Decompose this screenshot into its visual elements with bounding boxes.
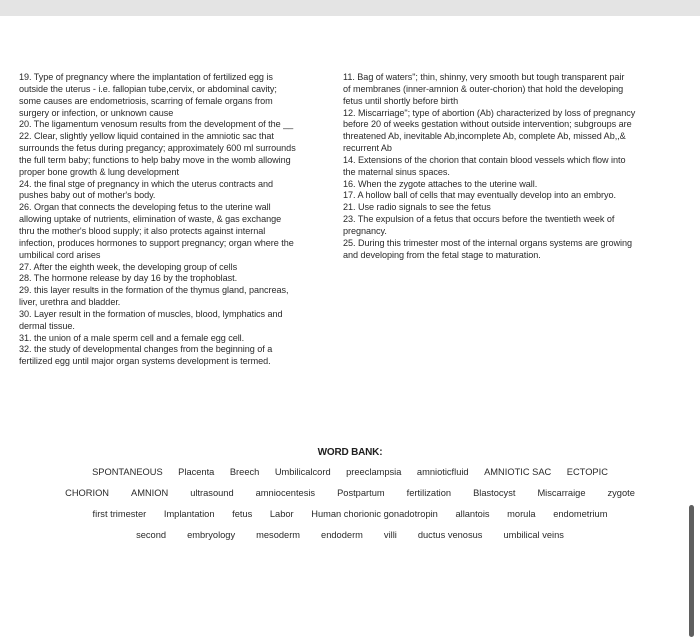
word-bank-term: Umbilicalcord [274,467,331,477]
word-bank-term: allantois [455,509,490,519]
question-text-line: 32. the study of developmental changes from the beginning of a [19,344,273,355]
word-bank-term: ductus venosus [417,530,483,540]
question-text-line: and developing from the fetal stage to maturation. [343,249,541,260]
question-text-line: the full term baby; functions to help baby move in the womb allowing [19,154,291,165]
word-bank-term: AMNION [131,488,169,498]
word-bank-term: umbilical veins [503,530,564,540]
question-text-line: proper bone growth & lung development [19,166,179,177]
question-text-line: 26. Organ that connects the developing fetus to the uterine wall [19,202,271,213]
word-bank-row [0,467,700,477]
word-bank-term: endoderm [321,530,363,540]
word-bank-term: Labor [269,509,294,519]
word-bank-term: Postpartum [337,488,385,498]
question-text-line: of membranes (inner-amnion & outer-chorion) that hold the developing [343,83,624,94]
word-bank-row [0,530,700,540]
question-text-line: umbilical cord arises [19,249,101,260]
question-text-line: pushes baby out of mother's body. [19,190,156,201]
word-bank-term: embryology [187,530,236,540]
word-bank-term: ECTOPIC [566,467,608,477]
question-text-line: infection, produces hormones to support pregnancy; organ where the [19,237,294,248]
question-text-line: outside the uterus - i.e. fallopian tube,cervix, or abdominal cavity; [19,83,277,94]
question-text-line: 28. The hormone release by day 16 by the trophoblast. [19,273,238,284]
word-bank-term: Breech [229,467,260,477]
question-text-line: 27. After the eighth week, the developing group of cells [19,261,238,272]
word-bank-term: amniocentesis [255,488,316,498]
word-bank-title: WORD BANK: [317,447,383,458]
question-text-line: 11. Bag of waters"; thin, shinny, very smooth but tough transparent pair [343,72,625,82]
question-text-line: 12. Miscarriage"; type of abortion (Ab) characterized by loss of pregnancy [343,107,636,118]
question-text-line: threatened Ab, inevitable Ab,incomplete Ab, complete Ab, missed Ab,,& [343,131,626,142]
question-text-line: the maternal sinus spaces. [343,166,450,177]
word-bank-term: mesoderm [256,530,301,540]
word-bank-term: second [136,530,167,540]
word-bank-term: Blastocyst [473,488,516,498]
question-text-line: fetus until shortly before birth [343,95,459,106]
question-text-line: dermal tissue. [19,320,75,331]
word-bank-term: villi [383,530,397,540]
question-text-line: 21. Use radio signals to see the fetus [343,202,491,213]
question-text-line: recurrent Ab [343,143,392,154]
word-bank-term: fetus [232,509,253,519]
question-text-line: 14. Extensions of the chorion that contain blood vessels which flow into [343,154,626,165]
word-bank-term: morula [507,509,536,519]
scrollbar-thumb[interactable] [689,505,694,637]
question-text-line: 16. When the zygote attaches to the uterine wall. [343,178,538,189]
word-bank-term: amnioticfluid [416,467,469,477]
question-text-line: 23. The expulsion of a fetus that occurs before the twentieth week of [343,214,615,225]
question-text-line: 20. The ligamentum venosum results from the development of the __ [19,119,294,130]
word-bank-row [0,488,700,498]
question-text-line: 31. the union of a male sperm cell and a female egg cell. [19,332,245,343]
question-text-line: 19. Type of pregnancy where the implantation of fertilized egg is [19,72,273,82]
word-bank-term: fertilization [406,488,452,498]
word-bank-term: Miscarraige [537,488,586,498]
left-questions-column [19,72,343,368]
question-text-line: 25. During this trimester most of the internal organs systems are growing [343,237,632,248]
word-bank-term: Implantation [163,509,215,519]
question-text-line: 29. this layer results in the formation of the thymus gland, pancreas, [19,285,289,296]
question-text-line: thru the mother's blood supply; it also protects against internal [19,225,266,236]
question-text-line: pregnancy. [343,225,387,236]
word-bank-term: SPONTANEOUS [92,467,163,477]
word-bank-term: AMNIOTIC SAC [484,467,552,477]
question-text-line: surgery or infection, or unknown cause [19,107,174,118]
question-text-line: surrounds the fetus during pregancy; approximately 600 ml surrounds [19,143,296,154]
top-bar [0,0,700,16]
question-text-line: allowing uptake of nutrients, elimination of waste, & gas exchange [19,214,282,225]
word-bank-term: first trimester [92,509,147,519]
word-bank-term: endometrium [553,509,608,519]
right-questions-column [343,72,688,262]
question-text-line: fertilized egg until major organ systems development is termed. [19,356,271,367]
word-bank-term: Human chorionic gonadotropin [311,509,438,519]
question-text-line: 24. the final stge of pregnancy in which the uterus contracts and [19,178,274,189]
question-text-line: 30. Layer result in the formation of muscles, blood, lymphatics and [19,308,283,319]
word-bank-term: CHORION [65,488,110,498]
word-bank-term: zygote [607,488,635,498]
question-text-line: 17. A hollow ball of cells that may eventually develop into an embryo. [343,190,617,201]
question-text-line: some causes are endometriosis, scarring of female organs from [19,95,273,106]
word-bank-term: ultrasound [190,488,234,498]
question-text-line: before 20 of weeks gestation without outside intervention; subgroups are [343,119,632,130]
question-text-line: 22. Clear, slightly yellow liquid contained in the amniotic sac that [19,131,274,142]
question-text-line: liver, urethra and bladder. [19,297,121,308]
word-bank-row [0,509,700,519]
word-bank-term: Placenta [178,467,215,477]
word-bank-term: preeclampsia [346,467,402,477]
